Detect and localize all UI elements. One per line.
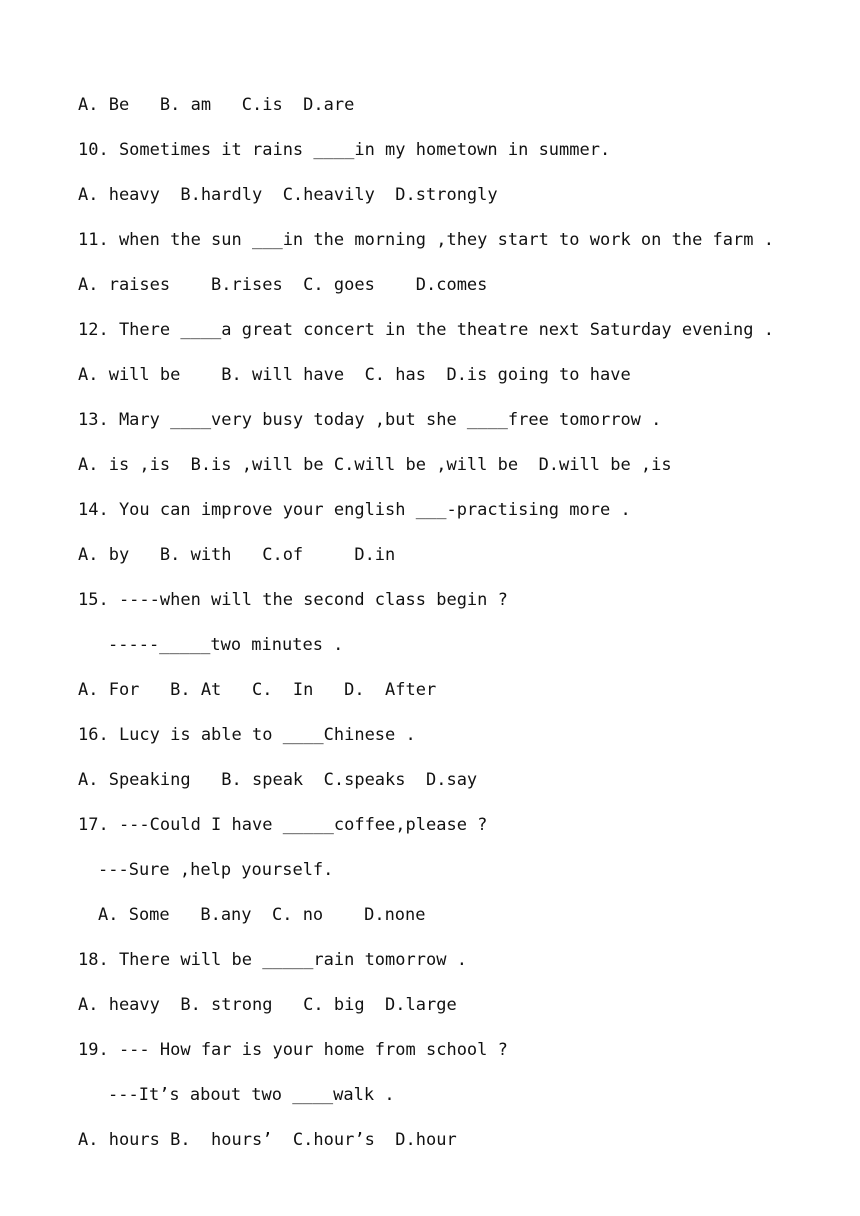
q15-question: 15. ----when will the second class begin ? (78, 590, 508, 610)
q16-question: 16. Lucy is able to ____Chinese . (78, 725, 416, 745)
q11-question: 11. when the sun ___in the morning ,they start to work on the farm . (78, 230, 774, 250)
q11-options: A. raises B.rises C. goes D.comes (78, 275, 488, 295)
q19-options: A. hours B. hours’ C.hour’s D.hour (78, 1130, 457, 1150)
q15-dialogue-reply: -----_____two minutes . (108, 635, 344, 655)
q12-options: A. will be B. will have C. has D.is going to have (78, 365, 631, 385)
q12-question: 12. There ____a great concert in the theatre next Saturday evening . (78, 320, 774, 340)
q17-dialogue-reply: ---Sure ,help yourself. (98, 860, 334, 880)
q16-options: A. Speaking B. speak C.speaks D.say (78, 770, 478, 790)
q17-options: A. Some B.any C. no D.none (98, 905, 426, 925)
q13-options: A. is ,is B.is ,will be C.will be ,will be D.will be ,is (78, 455, 672, 475)
q10-question: 10. Sometimes it rains ____in my hometown in summer. (78, 140, 611, 160)
q18-options: A. heavy B. strong C. big D.large (78, 995, 457, 1015)
q14-question: 14. You can improve your english ___-practising more . (78, 500, 631, 520)
q10-options: A. heavy B.hardly C.heavily D.strongly (78, 185, 498, 205)
q14-options: A. by B. with C.of D.in (78, 545, 396, 565)
q9-options: A. Be B. am C.is D.are (78, 95, 355, 115)
q19-question: 19. --- How far is your home from school ? (78, 1040, 508, 1060)
q17-question: 17. ---Could I have _____coffee,please ? (78, 815, 488, 835)
q15-options: A. For B. At C. In D. After (78, 680, 437, 700)
q18-question: 18. There will be _____rain tomorrow . (78, 950, 467, 970)
q19-dialogue-reply: ---It’s about two ____walk . (108, 1085, 395, 1105)
q13-question: 13. Mary ____very busy today ,but she ____free tomorrow . (78, 410, 662, 430)
